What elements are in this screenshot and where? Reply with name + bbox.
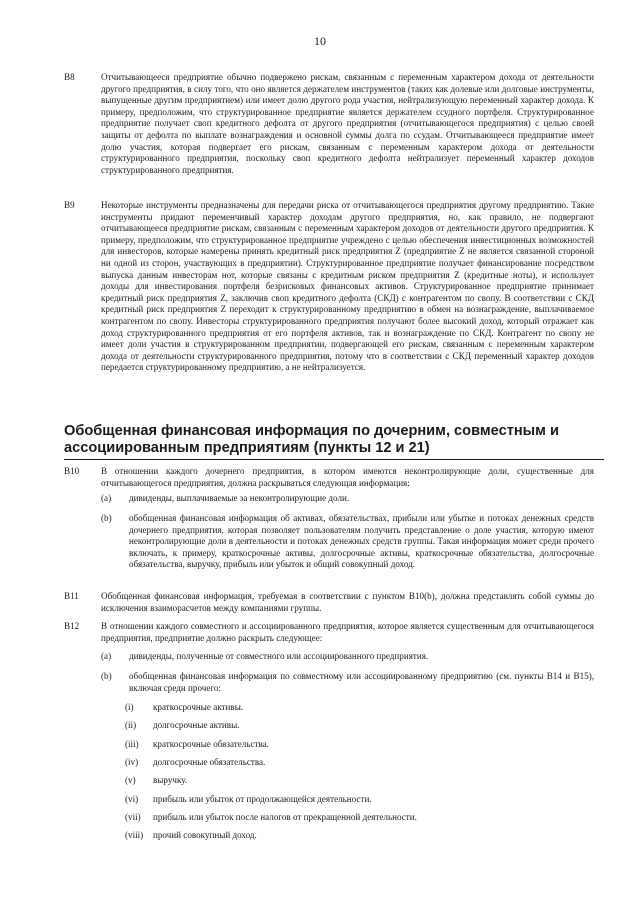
- list-marker: (a): [101, 651, 112, 661]
- paragraph-b9: [64, 200, 594, 374]
- sub-item-marker: (viii): [125, 830, 144, 840]
- sub-item: [125, 830, 545, 842]
- sub-item-text: краткосрочные активы.: [153, 702, 244, 712]
- sub-item-marker: (v): [125, 775, 136, 785]
- sub-item: [125, 812, 545, 824]
- paragraph-text: В отношении каждого совместного и ассоциированного предприятия, которое является существенным для отчитывающегося предприятия, предприятие должно раскрыть следующее:: [101, 621, 594, 643]
- paragraph-code: B10: [64, 466, 80, 476]
- sub-item-text: долгосрочные обязательства.: [153, 757, 266, 767]
- sub-item-text: краткосрочные обязательства.: [153, 739, 269, 749]
- sub-item-marker: (iv): [125, 757, 139, 767]
- paragraph-text: Отчитывающееся предприятие обычно подвержено рискам, связанным с переменным характером дохода от деятельности другого предприятия, в силу того, что оно является держателем инструментов (таких как долевые или долговые инструменты, выпущенные другим предприятием) или имеет долю другого рода участия, нейтрализующую переменный характер дохода. К примеру, предположим, что структурированное предприятие является держателем ссудного портфеля. Структурированное предприятие получает своп кредитного дефолта от другого предприятия (отчитывающегося предприятия) с целью своей защиты от дефолта по выплате вознаграждения и основной суммы долга по ссудам. Отчитывающееся предприятие имеет долю участия, которая подвергает его рискам, связанным с переменным характером дохода от деятельности структурированного предприятия, поскольку своп кредитного дефолта нейтрализует переменный характер доходов структурированного предприятия.: [101, 72, 594, 175]
- sub-item-marker: (i): [125, 702, 134, 712]
- paragraph-code: B12: [64, 621, 80, 631]
- sub-item: [125, 775, 545, 787]
- sub-item-text: прибыль или убыток после налогов от прекращенной деятельности.: [153, 812, 417, 822]
- sub-item-text: прибыль или убыток от продолжающейся деятельности.: [153, 794, 372, 804]
- list-item: [101, 651, 594, 663]
- list-text: обобщенная финансовая информация по совместному или ассоциированному предприятию (см. пункты B14 и B15), включая среди прочего:: [129, 671, 594, 693]
- sub-item-marker: (vi): [125, 794, 139, 804]
- paragraph-code: B11: [64, 591, 79, 601]
- sub-item: [125, 794, 545, 806]
- sub-item-marker: (ii): [125, 720, 137, 730]
- list-text: обобщенная финансовая информация об активах, обязательствах, прибыли или убытке и потоках денежных средств дочернего предприятия, которая позволяет пользователям получить представление о доле участия, которую имеют неконтролирующие доли в деятельности и потоках денежных средств группы. Такая информация может среди прочего включать, к примеру, краткосрочные активы, долгосрочные активы, краткосрочные обязательства, долгосрочные обязательства, выручку, прибыль или убыток и общий совокупный доход.: [129, 513, 594, 570]
- sub-item-text: долгосрочные активы.: [153, 720, 240, 730]
- sub-item: [125, 757, 545, 769]
- sub-item-marker: (vii): [125, 812, 141, 822]
- sub-item-text: прочий совокупный доход.: [153, 830, 257, 840]
- list-text: дивиденды, полученные от совместного или ассоциированного предприятия.: [129, 651, 429, 661]
- paragraph-code: B8: [64, 72, 75, 82]
- list-item: [101, 671, 594, 694]
- list-marker: (b): [101, 513, 112, 523]
- paragraph-b12: [64, 621, 594, 644]
- paragraph-text: Некоторые инструменты предназначены для передачи риска от отчитывающегося предприятия другому предприятию. Такие инструменты придают переменчивый характер доходам другого предприятия, но, как правило, не подвергают отчитывающееся предприятие рискам, связанным с переменным характером доходов от деятельности другого предприятия. К примеру, предположим, что структурированное предприятие учреждено с целью обеспечения инвестиционных возможностей для инвесторов, которые намерены принять кредитный риск предприятия Z (предприятие Z не является связанной стороной ни одной из сторон, участвующих в предприятии). Структурированное предприятие получает финансирование посредством выпуска данным инвесторам нот, которые связаны с кредитным риском предприятия Z (кредитные ноты), и использует доходы для инвестирования портфеля безрисковых финансовых активов. Структурированное предприятие принимает кредитный риск предприятия Z, заключив своп кредитного дефолта (СКД) с контрагентом по свопу. В соответствии с СКД кредитный риск предприятия Z переходит к структурированному предприятию в обмен на вознаграждение, выплачиваемое контрагентом по свопу. Инвесторы структурированного предприятия получают более высокий доход, который отражает как доход структурированного предприятия от его портфеля активов, так и вознаграждение по СКД. Контрагент по свопу не имеет доли участия в структурированном предприятии, подвергающей его рискам, связанным с переменным характером дохода от деятельности структурированного предприятия, потому что в соответствии с СКД переменный характер доходов передается структурированному предприятию, а не нейтрализуется.: [101, 200, 594, 373]
- list-marker: (a): [101, 493, 112, 503]
- paragraph-b10: [64, 466, 594, 489]
- sub-item: [125, 702, 545, 714]
- list-marker: (b): [101, 671, 112, 681]
- page-number: 10: [314, 34, 326, 48]
- list-item: [101, 513, 594, 571]
- paragraph-text: Обобщенная финансовая информация, требуемая в соответствии с пунктом B10(b), должна представлять собой суммы до исключения взаиморасчетов между компаниями группы.: [101, 591, 594, 613]
- paragraph-b11: [64, 591, 594, 614]
- list-item: [101, 493, 594, 505]
- sub-item: [125, 720, 545, 732]
- section-heading: Обобщенная финансовая информация по дочерним, совместным и ассоциированным предприятиям (пункты 12 и 21): [64, 423, 604, 460]
- sub-item-text: выручку.: [153, 775, 188, 785]
- sub-item: [125, 739, 545, 751]
- paragraph-code: B9: [64, 200, 75, 210]
- list-text: дивиденды, выплачиваемые за неконтролирующие доли.: [129, 493, 350, 503]
- paragraph-b8: [64, 72, 594, 176]
- sub-item-marker: (iii): [125, 739, 139, 749]
- paragraph-text: В отношении каждого дочернего предприятия, в котором имеются неконтролирующие доли, существенные для отчитывающегося предприятия, должна раскрываться следующая информация:: [101, 466, 594, 488]
